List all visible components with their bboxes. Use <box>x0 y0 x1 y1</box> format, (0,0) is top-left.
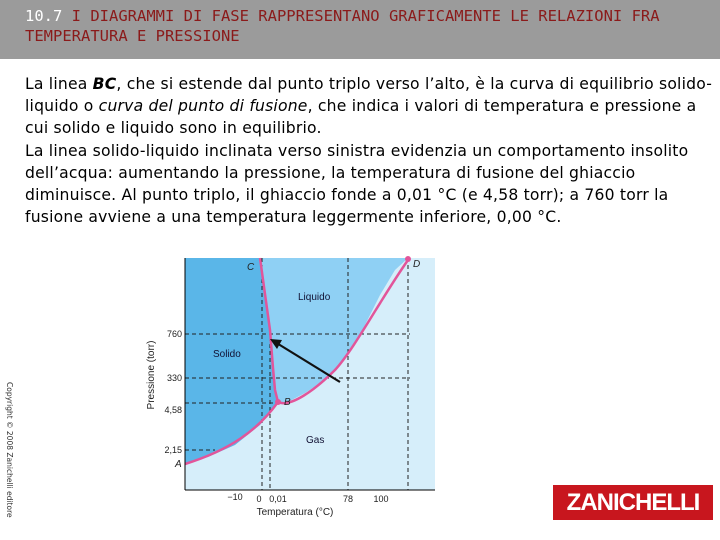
p1-emphasis: curva del punto di fusione <box>98 97 308 116</box>
section-title: I DIAGRAMMI DI FASE RAPPRESENTANO GRAFICAMENTE LE RELAZIONI FRA TEMPERATURA E PRESSIONE <box>25 7 660 45</box>
y-tick-458: 4,58 <box>164 405 182 415</box>
point-b-label: B <box>284 397 291 408</box>
gas-label: Gas <box>306 435 325 446</box>
point-a-label: A <box>175 459 182 470</box>
point-b-marker <box>275 399 281 405</box>
p1-bc: BC <box>92 75 117 93</box>
x-tick-100: 100 <box>373 494 389 504</box>
copyright-note: Copyright © 2008 Zanichelli editore <box>5 382 14 518</box>
x-axis-label: Temperatura (°C) <box>256 507 334 518</box>
slide-title <box>25 6 715 46</box>
y-tick-760: 760 <box>166 329 182 339</box>
y-tick-330: 330 <box>166 373 182 383</box>
paragraph-1 <box>25 73 715 140</box>
section-number: 10.7 <box>25 7 63 25</box>
liquid-label: Liquido <box>298 292 331 303</box>
x-tick-0: 0 <box>256 494 262 504</box>
p1-text-b: , che si estende dal punto triplo verso l’alto, è la curva di equilibrio solido-liquido o <box>25 75 713 116</box>
p1-text-c: , che indica i valori di temperatura e pressione a cui solido e liquido sono in equilibrio. <box>25 97 697 138</box>
phase-diagram <box>140 250 440 520</box>
y-tick-215: 2,15 <box>164 445 182 455</box>
point-c-label: C <box>247 262 255 273</box>
phase-diagram-svg <box>140 250 440 520</box>
zanichelli-logo: ZANICHELLI <box>553 485 713 520</box>
paragraph-2: La linea solido-liquido inclinata verso sinistra evidenzia un comportamento insolito dell’acqua: aumentando la pressione, la temperatura di fusione del ghiaccio diminuisce. Al punto triplo, il ghiaccio fonde a 0,01 °C (e 4,58 torr); a 760 torr la fusione avviene a una temperatura leggermente inferiore, 0,00 °C. <box>25 141 689 227</box>
point-d-marker <box>405 256 411 262</box>
point-d-label: D <box>413 259 421 270</box>
solid-label: Solido <box>213 349 241 360</box>
x-tick-minus10: −10 <box>227 492 243 502</box>
x-tick-78: 78 <box>342 494 354 504</box>
p1-text-a: La linea <box>25 75 93 93</box>
body-text <box>25 73 715 228</box>
x-tick-001: 0,01 <box>269 494 287 504</box>
slide-header <box>0 0 720 59</box>
y-axis-label: Pressione (torr) <box>146 340 157 410</box>
